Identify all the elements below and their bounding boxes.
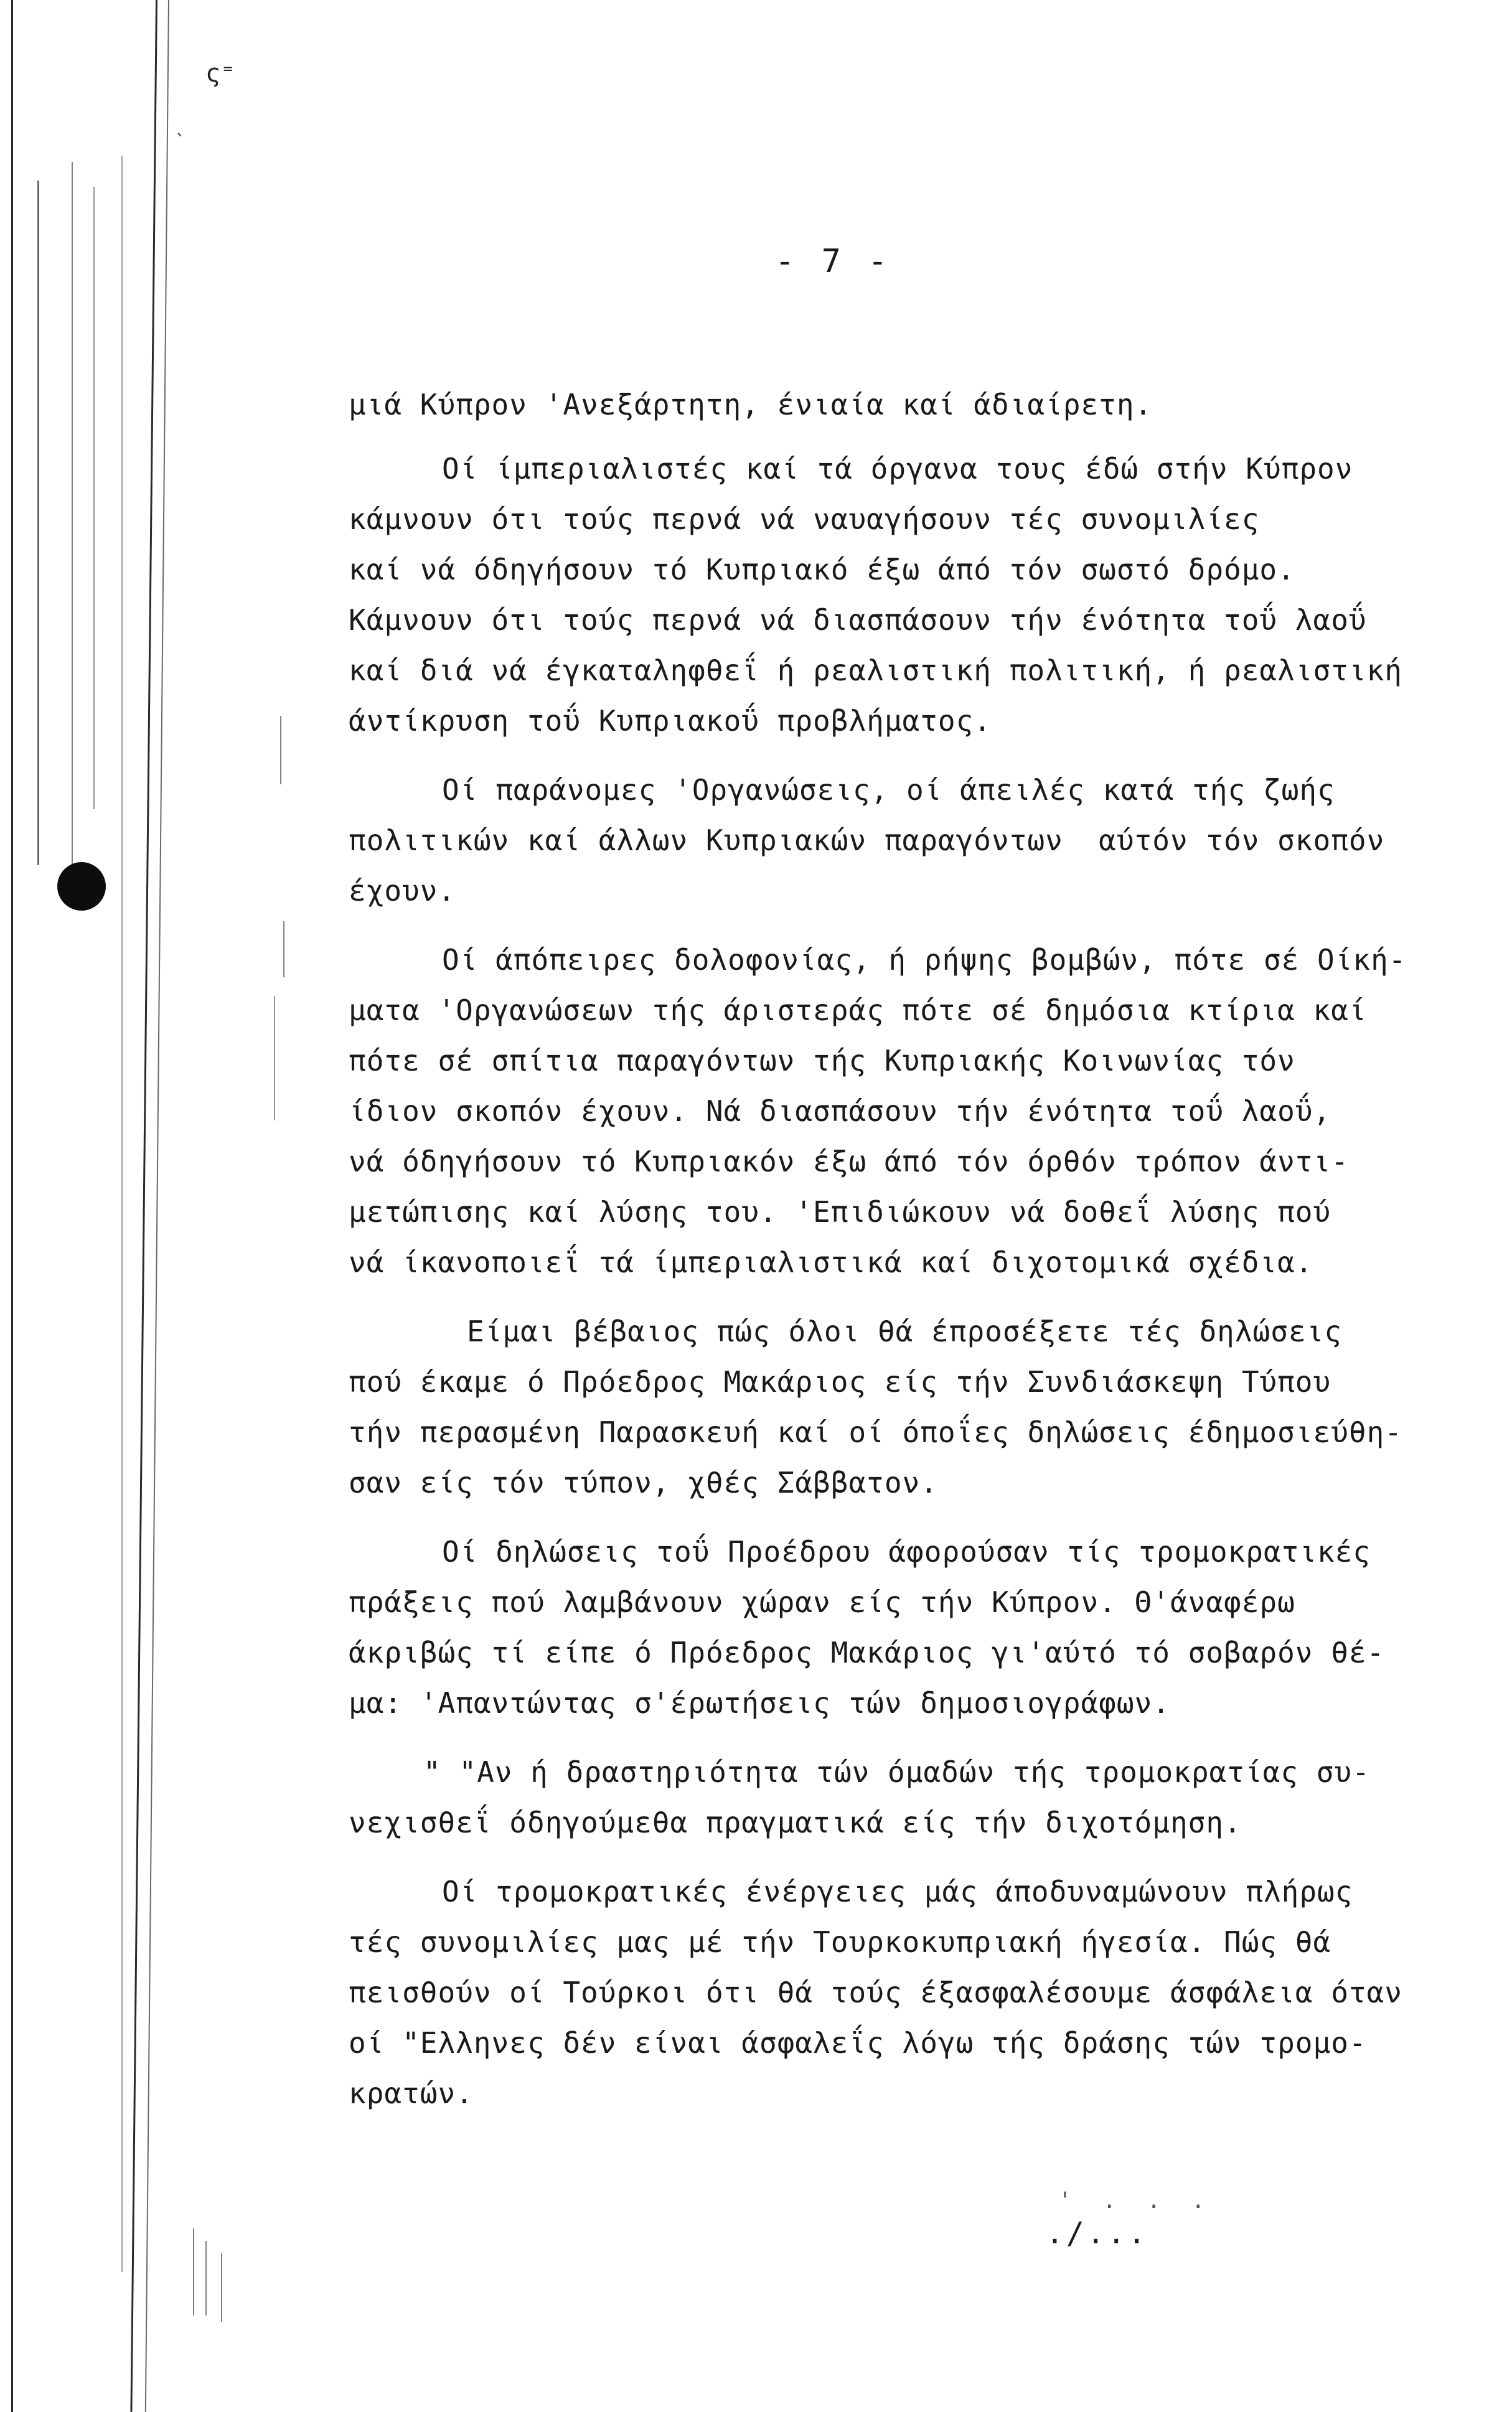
paragraph: [349, 380, 1481, 430]
text-line: Οί ίμπεριαλιστές καί τά όργανα τους έδώ στήν Κύπρον: [442, 452, 1353, 486]
binder-hole: [57, 862, 106, 911]
text-line: τήν περασμένη Παρασκευή καί οί όποΐες δηλώσεις έδημοσιεύθη-: [349, 1415, 1402, 1449]
text-line: πολιτικών καί άλλων Κυπριακών παραγόντων αύτόν τόν σκοπόν: [349, 824, 1385, 857]
continuation-marks: ' . . .: [1058, 2188, 1214, 2213]
scan-edge-line: [37, 181, 39, 865]
scan-edge-line: [11, 0, 13, 2412]
paragraph: [349, 444, 1481, 746]
text-line: μιά Κύπρον 'Ανεξάρτητη, ένιαία καί άδιαίρετη.: [349, 388, 1153, 421]
scan-edge-line: [280, 716, 281, 784]
paragraph: [349, 1307, 1481, 1508]
text-line: πεισθούν οί Τούρκοι ότι θά τούς έξασφαλέσουμε άσφάλεια όταν: [349, 1976, 1402, 2009]
scan-edge-line: [93, 187, 95, 809]
paragraph: [349, 765, 1481, 916]
scan-speck: ˎ: [174, 115, 185, 136]
text-line: νά όδηγήσουν τό Κυπριακόν έξω άπό τόν όρθόν τρόπον άντι-: [349, 1145, 1349, 1178]
text-line: καί νά όδηγήσουν τό Κυπριακό έξω άπό τόν σωστό δρόμο.: [349, 553, 1295, 586]
text-line: ματα 'Οργανώσεων τής άριστεράς πότε σέ δημόσια κτίρια καί: [349, 993, 1367, 1027]
text-line: καί διά νά έγκαταληφθεΐ ή ρεαλιστική πολιτική, ή ρεαλιστική: [349, 654, 1402, 687]
text-line: οί "Ελληνες δέν είναι άσφαλεΐς λόγω τής δράσης τών τρομο-: [349, 2026, 1367, 2060]
text-line: Είμαι βέβαιος πώς όλοι θά έπροσέξετε τές δηλώσεις: [467, 1315, 1343, 1348]
text-line: άκριβώς τί είπε ό Πρόεδρος Μακάριος γι'αύτό τό σοβαρόν θέ-: [349, 1636, 1385, 1669]
scan-edge-line: [221, 2253, 222, 2322]
text-line: άντίκρυση τοΰ Κυπριακοΰ προβλήματος.: [349, 704, 992, 738]
text-line: σαν είς τόν τύπον, χθές Σάββατον.: [349, 1466, 938, 1499]
text-line: κάμνουν ότι τούς περνά νά ναυαγήσουν τές συνομιλίες: [349, 502, 1260, 536]
text-line: πράξεις πού λαμβάνουν χώραν είς τήν Κύπρον. Θ'άναφέρω: [349, 1585, 1295, 1619]
continuation-marker: ./...: [1046, 2216, 1148, 2251]
paragraph: [349, 1527, 1481, 1729]
text-line: Οί άπόπειρες δολοφονίας, ή ρήψης βομβών, πότε σέ Οίκή-: [442, 943, 1407, 977]
text-line: κρατών.: [349, 2076, 474, 2110]
text-line: νά ίκανοποιεΐ τά ίμπεριαλιστικά καί διχοτομικά σχέδια.: [349, 1246, 1313, 1279]
text-line: τές συνομιλίες μας μέ τήν Τουρκοκυπριακή ήγεσία. Πώς θά: [349, 1925, 1331, 1959]
page-number: - 7 -: [775, 243, 891, 280]
paragraph-quote: [349, 1747, 1481, 1848]
text-line: μετώπισης καί λύσης του. 'Επιδιώκουν νά δοθεΐ λύσης πού: [349, 1195, 1331, 1229]
paragraph: [349, 935, 1481, 1288]
text-line: πότε σέ σπίτια παραγόντων τής Κυπριακής Κοινωνίας τόν: [349, 1044, 1295, 1077]
text-line: Οί παράνομες 'Οργανώσεις, οί άπειλές κατά τής ζωής: [442, 773, 1335, 807]
text-line: πού έκαμε ό Πρόεδρος Μακάριος είς τήν Συνδιάσκεψη Τύπου: [349, 1365, 1331, 1399]
text-line: Οί τρομοκρατικές ένέργειες μάς άποδυναμώνουν πλήρως: [442, 1875, 1353, 1908]
text-line: " "Αν ή δραστηριότητα τών όμαδών τής τρομοκρατίας συ-: [423, 1755, 1370, 1789]
text-line: Κάμνουν ότι τούς περνά νά διασπάσουν τήν ένότητα τοΰ λαοΰ: [349, 603, 1367, 637]
paragraph: [349, 1867, 1481, 2119]
scan-edge-line: [121, 156, 123, 2272]
text-line: έχουν.: [349, 874, 456, 908]
scan-edge-line: [72, 162, 73, 909]
text-line: νεχισθεΐ όδηγούμεθα πραγματικά είς τήν διχοτόμηση.: [349, 1806, 1242, 1839]
document-body: [349, 380, 1481, 2119]
text-line: μα: 'Απαντώντας σ'έρωτήσεις τών δημοσιογράφων.: [349, 1686, 1170, 1720]
scan-edge-line: [145, 0, 169, 2412]
text-line: ίδιον σκοπόν έχουν. Νά διασπάσουν τήν ένότητα τοΰ λαοΰ,: [349, 1094, 1331, 1128]
scan-edge-line: [283, 921, 284, 977]
text-line: Οί δηλώσεις τοΰ Προέδρου άφορούσαν τίς τρομοκρατικές: [442, 1535, 1371, 1569]
scan-edge-line: [274, 996, 275, 1120]
scan-edge-line: [130, 0, 157, 2412]
scan-speck: ς⁼: [205, 59, 236, 88]
scan-edge-line: [205, 2241, 207, 2316]
scan-edge-line: [193, 2228, 194, 2316]
